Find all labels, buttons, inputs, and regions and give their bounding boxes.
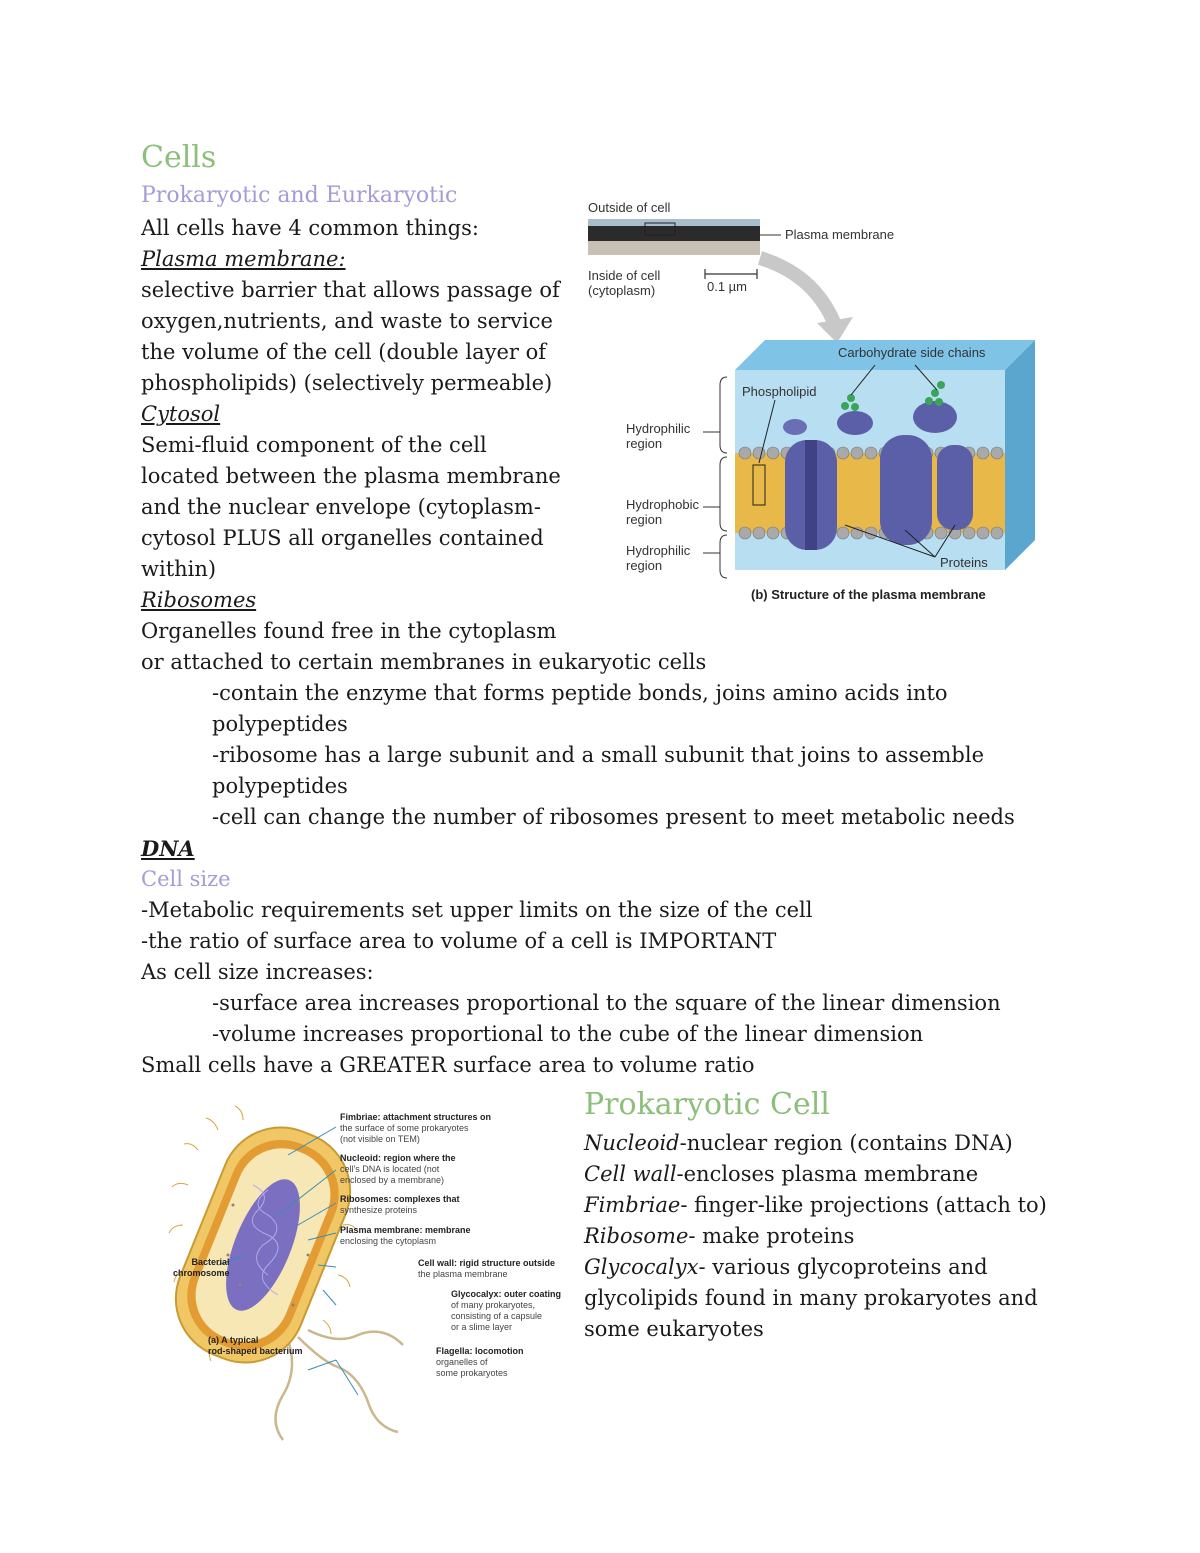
cytosol-line: located between the plasma membrane <box>141 464 561 488</box>
list-item: Nucleoid-nuclear region (contains DNA) <box>584 1131 1013 1155</box>
ribosome-bullet: -contain the enzyme that forms peptide bonds, joins amino acids into <box>212 681 948 705</box>
cytosol-line: cytosol PLUS all organelles contained <box>141 526 544 550</box>
bacterium-figure <box>158 1105 562 1455</box>
bracket <box>720 457 727 531</box>
cytosol-line: Semi-fluid component of the cell <box>141 433 487 457</box>
ribosomes-line: Organelles found free in the cytoplasm <box>141 619 557 643</box>
ribosome-bullet: polypeptides <box>212 712 348 736</box>
cytosol-line: and the nuclear envelope (cytoplasm- <box>141 495 541 519</box>
ribosome-bullet: -cell can change the number of ribosomes present to meet metabolic needs <box>212 805 1015 829</box>
zoom-arrow <box>760 258 835 325</box>
label-hydrophilic-bottom: Hydrophilic region <box>626 543 691 573</box>
label-flagella: Flagella: locomotion organelles of some prokaryotes <box>436 1346 524 1378</box>
label-nucleoid: Nucleoid: region where the cell's DNA is located (not enclosed by a membrane) <box>340 1153 456 1185</box>
cell-size-heading: Cell size <box>141 867 231 891</box>
prokaryotic-heading: Prokaryotic Cell <box>584 1087 830 1122</box>
label-glycocalyx: Glycocalyx: outer coating of many prokaryotes, consisting of a capsule or a slime layer <box>451 1289 562 1332</box>
label-fimbriae: Fimbriae: attachment structures on the surface of some prokaryotes (not visible on TEM) <box>340 1112 492 1144</box>
label-bacterial-chromosome: Bacterial chromosome <box>173 1257 230 1278</box>
plasma-line: oxygen,nutrients, and waste to service <box>141 309 553 333</box>
list-item: Cell wall-encloses plasma membrane <box>584 1162 979 1186</box>
peripheral-protein <box>837 411 873 435</box>
ribosome-bullet: -ribosome has a large subunit and a small subunit that joins to assemble <box>212 743 985 767</box>
prokaryotic-list <box>584 1128 1047 1345</box>
peripheral-protein <box>783 419 807 435</box>
label-proteins: Proteins <box>940 555 988 570</box>
plasma-membrane-term: Plasma membrane: <box>141 247 346 271</box>
protein-channel-pore <box>805 440 817 550</box>
label-cell-wall: Cell wall: rigid structure outside the plasma membrane <box>418 1258 556 1279</box>
zoom-arrow-head <box>817 317 853 343</box>
label-scale: 0.1 µm <box>707 279 748 294</box>
cell-size-bullet: -surface area increases proportional to the square of the linear dimension <box>212 991 1001 1015</box>
label-plasma-membrane: Plasma membrane <box>785 227 895 242</box>
list-item-continued: glycolipids found in many prokaryotes and <box>584 1286 1038 1310</box>
ribosomes-term: Ribosomes <box>141 588 257 612</box>
membrane-strip <box>588 225 760 241</box>
list-item: Ribosome- make proteins <box>584 1224 855 1248</box>
label-outside-cell: Outside of cell <box>588 200 671 215</box>
block-side <box>1005 340 1035 570</box>
protein-large <box>880 435 932 545</box>
label-hydrophobic: Hydrophobic region <box>626 497 699 527</box>
ribosome-bullet: polypeptides <box>212 774 348 798</box>
ribosomes-line: or attached to certain membranes in eukaryotic cells <box>141 650 707 674</box>
plasma-membrane-figure <box>585 195 1045 610</box>
label-phospholipid: Phospholipid <box>742 384 817 399</box>
list-item: Fimbriae- finger-like projections (attach to) <box>584 1193 1047 1217</box>
label-hydrophilic-top: Hydrophilic region <box>626 421 691 451</box>
label-inside-cell: Inside of cell (cytoplasm) <box>588 268 661 298</box>
dna-term: DNA <box>141 836 195 861</box>
cell-size-line: -the ratio of surface area to volume of a cell is IMPORTANT <box>141 929 777 953</box>
list-item: Glycocalyx- various glycoproteins and <box>584 1255 988 1279</box>
bracket <box>720 535 727 578</box>
label-ribosomes: Ribosomes: complexes that synthesize proteins <box>340 1194 460 1215</box>
protein-small <box>937 445 973 530</box>
cell-size-conclusion: Small cells have a GREATER surface area to volume ratio <box>141 1053 755 1077</box>
list-item-continued: some eukaryotes <box>584 1317 764 1341</box>
page-title: Cells <box>141 140 217 175</box>
label-carbohydrate: Carbohydrate side chains <box>838 345 986 360</box>
plasma-line: phospholipids) (selectively permeable) <box>141 371 553 395</box>
plasma-line: selective barrier that allows passage of <box>141 278 560 302</box>
plasma-line: the volume of the cell (double layer of <box>141 340 547 364</box>
intro-line: All cells have 4 common things: <box>141 216 479 240</box>
subtitle: Prokaryotic and Eurkaryotic <box>141 183 458 208</box>
cell-size-line: As cell size increases: <box>141 960 374 984</box>
membrane-strip-bottom <box>588 241 760 255</box>
peripheral-protein <box>913 401 957 433</box>
figure-caption: (b) Structure of the plasma membrane <box>751 587 986 602</box>
cytosol-term: Cytosol <box>141 402 221 426</box>
label-bacterium-caption: (a) A typical rod-shaped bacterium <box>208 1335 303 1356</box>
cell-size-bullet: -volume increases proportional to the cube of the linear dimension <box>212 1022 924 1046</box>
label-plasma-membrane-b: Plasma membrane: membrane enclosing the cytoplasm <box>340 1225 471 1246</box>
cytosol-line: within) <box>141 557 217 581</box>
bracket <box>720 377 727 453</box>
cell-size-line: -Metabolic requirements set upper limits on the size of the cell <box>141 898 813 922</box>
